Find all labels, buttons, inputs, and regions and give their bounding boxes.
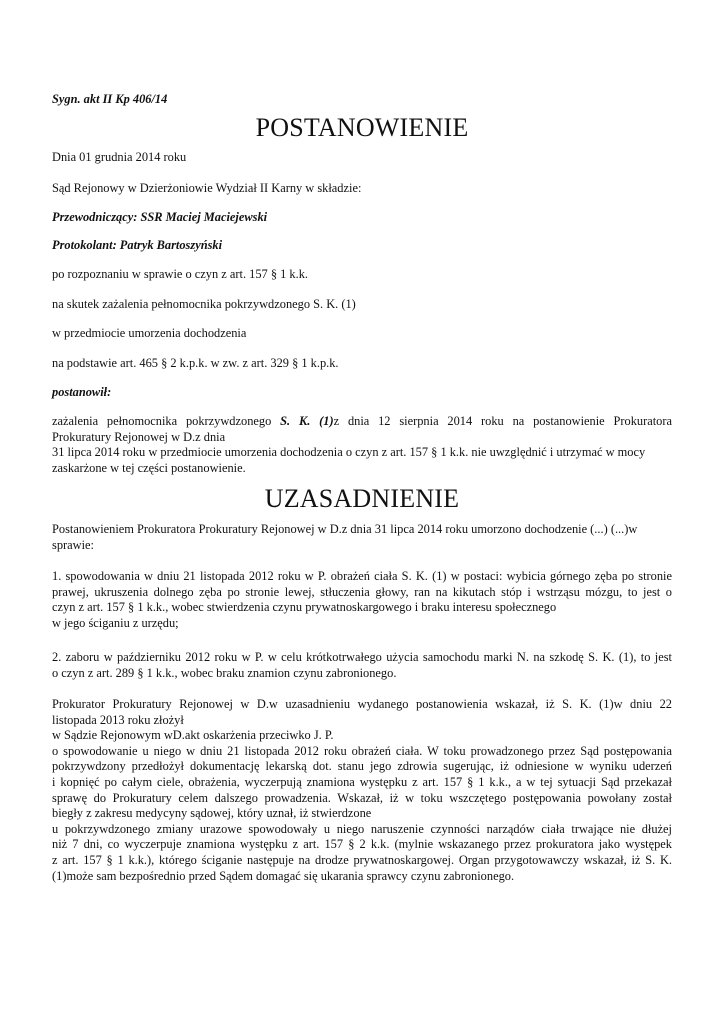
prosecutor-line-4: o spowodowanie u niego w dniu 21 listopada 2012 roku obrażeń ciała. W toku prowadzonego przez Sąd postępowania [52,743,672,758]
presiding-judge: Przewodniczący: SSR Maciej Maciejewski [52,210,268,224]
prosecutor-line-7: sprawę do Prokuratury celem dalszego prowadzenia. Wskazał, iż w toku wszczętego postępowania powołany został [52,790,672,805]
court-composition: Sąd Rejonowy w Dzierżoniowie Wydział II Karny w składzie: [52,181,362,195]
prosecutor-line-1: Prokurator Prokuratury Rejonowej w D.w uzasadnieniu wydanego postanowienia wskazał, iż S. K. (1)w dniu 22 [52,697,672,711]
decided-label: postanowił: [52,385,112,399]
prosecutor-line-6: i kopnięć po całym ciele, obrażenia, wyczerpują znamiona występku z art. 157 § 1 k.k., a w tej sytuacji Sąd przekazał [52,774,672,789]
ruling-line-1: zażalenia pełnomocnika pokrzywdzonego S. K. (1)z dnia 12 sierpnia 2014 roku na postanowienie Prokuratora [52,414,673,428]
case-reference: Sygn. akt II Kp 406/14 [52,92,168,106]
legal-basis: na podstawie art. 465 § 2 k.p.k. w zw. z art. 329 § 1 k.p.k. [52,356,339,370]
prosecutor-line-12: (1)może sam bezpośrednio przed Sądem domagać się ukarania sprawcy czynu zabronionego. [52,868,515,883]
ruling-text [52,414,672,476]
case-examined: po rozpoznaniu w sprawie o czyn z art. 157 § 1 k.k. [52,267,308,281]
prosecutor-paragraph [52,697,672,884]
prosecutor-line-10: niż 7 dni, co wyczerpuje znamiona występku z art. 157 § 2 k.k. (mylnie wskazanego przez prokuratora jako występek [52,837,672,852]
case-subject: w przedmiocie umorzenia dochodzenia [52,326,247,340]
list-item-1 [52,569,672,631]
court-clerk: Protokolant: Patryk Bartoszyński [52,238,223,252]
item1-line-4: w jego ściganiu z urzędu; [52,615,179,630]
complaint-basis: na skutek zażalenia pełnomocnika pokrzywdzonego S. K. (1) [52,297,356,311]
prosecutor-line-9: u pokrzywdzonego zmiany urazowe spowodowały u niego naruszenie czynności narządów ciała trwające nie dłużej [52,821,672,836]
complainant-name: S. K. (1) [280,414,334,428]
prosecutor-line-3: w Sądzie Rejonowym wD.akt oskarżenia przeciwko J. P. [52,728,334,743]
intro-line-2: sprawie: [52,537,94,552]
item2-line-1: 2. zaboru w październiku 2012 roku w P. w celu krótkotrwałego użycia samochodu marki N. na szkodę S. K. (1), to jest [52,650,672,664]
item1-line-1: 1. spowodowania w dniu 21 listopada 2012 roku w P. obrażeń ciała S. K. (1) w postaci: wybicia górnego zęba po stronie [52,569,672,583]
list-item-2 [52,650,672,681]
justification-intro [52,522,672,553]
ruling-line-4: zaskarżone w tej części postanowienie. [52,460,246,475]
prosecutor-line-11: z art. 157 § 1 k.k.), którego ściganie następuje na drodze prywatnoskargowej. Organ przygotowawczy wskazał, iż S. K. [52,852,672,867]
prosecutor-line-2: listopada 2013 roku złożył [52,712,184,727]
justification-title: UZASADNIENIE [264,484,460,513]
ruling-line-2: Prokuratury Rejonowej w D.z dnia [52,429,226,444]
item2-line-2: o czyn z art. 289 § 1 k.k., wobec braku znamion czynu zabronionego. [52,665,397,680]
ruling-date: Dnia 01 grudnia 2014 roku [52,150,187,164]
prosecutor-line-5: pokrzywdzony przedłożył dokumentację lekarską dot. stanu jego zdrowia sugerując, iż odniesione w wyniku uderzeń [52,759,672,774]
document-title: POSTANOWIENIE [255,113,469,142]
item1-line-3: czyn z art. 157 § 1 k.k., wobec stwierdzenia czynu prywatnoskargowego i braku interesu społecznego [52,600,557,615]
intro-line-1: Postanowieniem Prokuratora Prokuratury Rejonowej w D.z dnia 31 lipca 2014 roku umorzono dochodzenie (...) (...)w [52,522,638,536]
ruling-line-3: 31 lipca 2014 roku w przedmiocie umorzenia dochodzenia o czyn z art. 157 § 1 k.k. nie uwzględnić i utrzymać w mocy [52,445,646,460]
prosecutor-line-8: biegły z zakresu medycyny sądowej, który uznał, iż stwierdzone [52,806,372,821]
item1-line-2: prawej, ukruszenia dolnego zęba po stronie lewej, stłuczenia głowy, ran na kikutach stóp i wstrząsu mózgu, to jest o [52,584,672,599]
